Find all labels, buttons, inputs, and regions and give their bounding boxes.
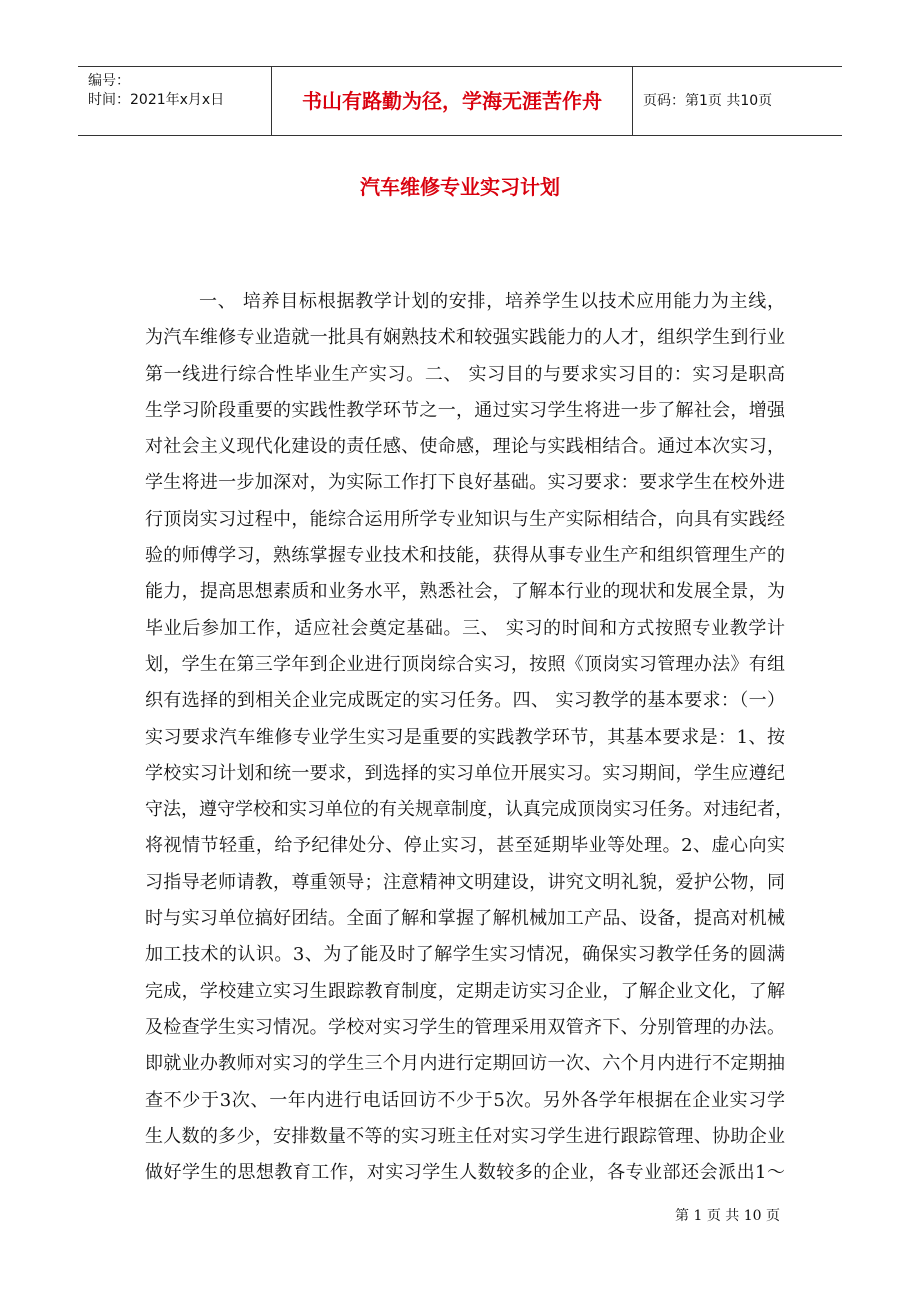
body-line: 习指导老师请教，尊重领导；注意精神文明建设，讲究文明礼貌，爱护公物，同	[145, 871, 785, 893]
header-meta	[78, 67, 272, 135]
body-line: 生学习阶段重要的实践性教学环节之一，通过实习学生将进一步了解社会，增强	[145, 399, 785, 421]
document-time-label: 时间：2021年x月x日	[88, 92, 225, 108]
body-line: 验的师傅学习，熟练掌握专业技术和技能，获得从事专业生产和组织管理生产的	[145, 545, 785, 567]
body-line: 对社会主义现代化建设的责任感、使命感，理论与实践相结合。通过本次实习，	[145, 436, 785, 458]
body-line: 为汽车维修专业造就一批具有娴熟技术和较强实践能力的人才，组织学生到行业	[145, 327, 785, 349]
body-line: 能力，提高思想素质和业务水平，熟悉社会，了解本行业的现状和发展全景，为	[145, 581, 785, 603]
document-title: 汽车维修专业实习计划	[360, 175, 560, 199]
body-line: 做好学生的思想教育工作，对实习学生人数较多的企业，各专业部还会派出1～	[145, 1162, 785, 1184]
body-line: 行顶岗实习过程中，能综合运用所学专业知识与生产实际相结合，向具有实践经	[145, 508, 785, 530]
body-line: 生人数的多少，安排数量不等的实习班主任对实习学生进行跟踪管理、协助企业	[145, 1125, 785, 1147]
body-line: 实习要求汽车维修专业学生实习是重要的实践教学环节，其基本要求是：1、按	[145, 726, 785, 748]
body-line: 即就业办教师对实习的学生三个月内进行定期回访一次、六个月内进行不定期抽	[145, 1053, 785, 1075]
header-page-number: 页码：第1页 共10页	[643, 93, 773, 109]
body-line: 毕业后参加工作，适应社会奠定基础。三、 实习的时间和方式按照专业教学计	[145, 617, 785, 639]
body-line: 第一线进行综合性毕业生产实习。二、 实习目的与要求实习目的：实习是职高	[145, 363, 785, 385]
page-footer: 第 1 页 共 10 页	[675, 1208, 780, 1224]
page-header	[78, 66, 842, 136]
body-line: 完成，学校建立实习生跟踪教育制度，定期走访实习企业，了解企业文化，了解	[145, 980, 785, 1002]
body-line: 时与实习单位搞好团结。全面了解和掌握了解机械加工产品、设备，提高对机械	[145, 908, 785, 930]
body-line: 及检查学生实习情况。学校对实习学生的管理采用双管齐下、分别管理的办法。	[145, 1016, 785, 1038]
body-line: 划，学生在第三学年到企业进行顶岗综合实习，按照《顶岗实习管理办法》有组	[145, 653, 785, 675]
body-line: 织有选择的到相关企业完成既定的实习任务。四、 实习教学的基本要求：（一）	[145, 690, 785, 712]
body-line: 守法，遵守学校和实习单位的有关规章制度，认真完成顶岗实习任务。对违纪者，	[145, 799, 793, 821]
document-code-label: 编号：	[88, 73, 130, 89]
body-line: 加工技术的认识。3、为了能及时了解学生实习情况，确保实习教学任务的圆满	[145, 944, 785, 966]
body-line: 学生将进一步加深对，为实际工作打下良好基础。实习要求：要求学生在校外进	[145, 472, 785, 494]
header-motto: 书山有路勤为径，学海无涯苦作舟	[272, 67, 633, 135]
body-line: 学校实习计划和统一要求，到选择的实习单位开展实习。实习期间，学生应遵纪	[145, 762, 785, 784]
document-body	[145, 284, 793, 1191]
body-line: 查不少于3次、一年内进行电话回访不少于5次。另外各学年根据在企业实习学	[145, 1089, 785, 1111]
body-line: 将视情节轻重，给予纪律处分、停止实习，甚至延期毕业等处理。2、虚心向实	[145, 835, 785, 857]
body-line: 一、 培养目标根据教学计划的安排，培养学生以技术应用能力为主线，	[199, 291, 785, 312]
